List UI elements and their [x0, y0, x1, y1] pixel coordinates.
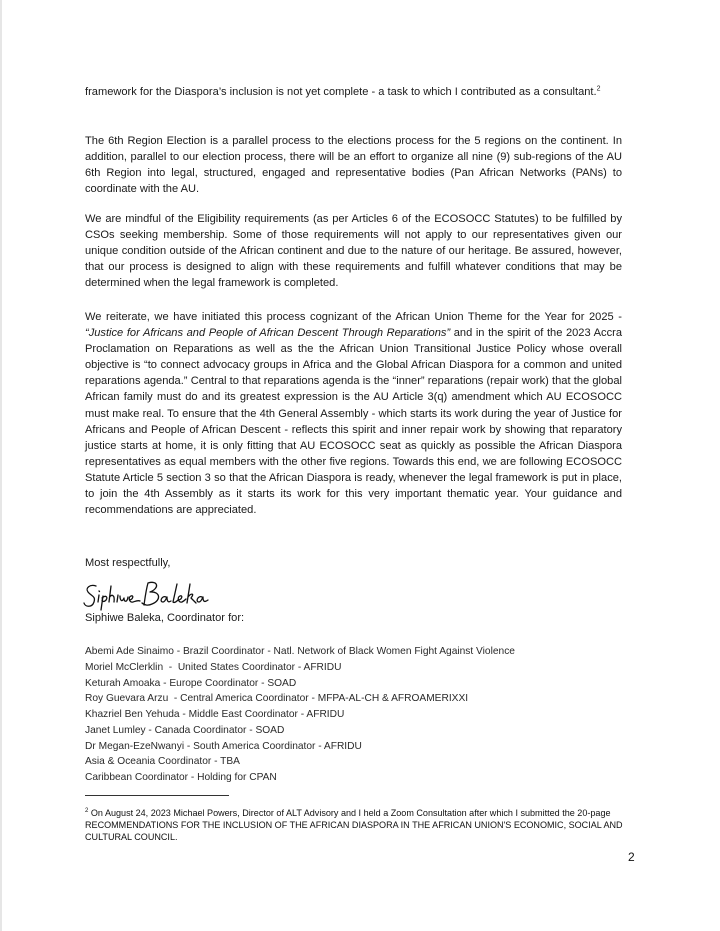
coordinator-list: [85, 644, 645, 786]
paragraph-eligibility: We are mindful of the Eligibility requirements (as per Articles 6 of the ECOSOCC Statutes) to be fulfilled by CSOs seeking membership. Some of those requirements will not apply to our representatives given our unique condition outside of the African continent and due to the nature of our heritage. Be assured, however, that our process is designed to align with these requirements and fulfill whatever conditions that may be determined when the legal framework is completed.: [85, 213, 622, 290]
list-item: Asia & Oceania Coordinator - TBA: [85, 756, 240, 768]
page-number: 2: [628, 850, 635, 864]
paragraph-reiterate-rest: and in the spirit of the 2023 Accra Proclamation on Reparations as well as the the African Union Transitional Justice Policy whose overall objective is “to connect advocacy groups in Africa and the Global African Diaspora for a common and united reparations agenda.” Central to that reparations agenda is the “inner” reparations (repair work) that the global African family must do and its greatest expression is the AU Article 3(q) amendment which AU ECOSOCC must make real. To ensure that the 4th General Assembly - which starts its work during the year of Justice for Africans and People of African Descent - reflects this spirit and inner repair work by showing that reparatory justice starts at home, it is only fitting that AU ECOSOCC seat as quickly as possible the African Diaspora representatives as equal members with the other five regions. Towards this end, we are following ECOSOCC Statute Article 5 section 3 so that the African Diaspora is ready, whenever the legal framework is put in place, to join the 4th Assembly as it starts its work for this very important thematic year. Your guidance and recommendations are appreciated.: [85, 327, 622, 517]
footnote-reference: 2: [596, 85, 601, 93]
footnote-text: On August 24, 2023 Michael Powers, Director of ALT Advisory and I held a Zoom Consultation after which I submitted the 20-page RECOMMENDATIONS FOR THE INCLUSION OF THE AFRICAN DIASPORA IN THE AFRICAN UNION'S ECONOMIC, SOCIAL AND CULTURAL COUNCIL.: [85, 808, 623, 843]
paragraph-reiterate-intro: We reiterate, we have initiated this process cognizant of the African Union Theme for the Year for 2025 -: [85, 311, 622, 323]
list-item: Dr Megan-EzeNwanyi - South America Coordinator - AFRIDU: [85, 740, 362, 752]
footnote: [85, 807, 625, 844]
list-item: Abemi Ade Sinaimo - Brazil Coordinator - Natl. Network of Black Women Fight Against Violence: [85, 646, 515, 657]
paragraph-reiterate: [85, 309, 622, 518]
page-edge: [0, 0, 2, 931]
paragraph-framework-text: framework for the Diaspora’s inclusion is not yet complete - a task to which I contributed as a consultant.: [85, 86, 597, 98]
closing-salutation: Most respectfully,: [85, 557, 171, 569]
signer-line: Siphiwe Baleka, Coordinator for:: [85, 612, 245, 624]
footnote-marker: 2: [85, 807, 89, 814]
list-item: Roy Guevara Arzu - Central America Coordinator - MFPA-AL-CH & AFROAMERIXXI: [85, 693, 469, 705]
list-item: Caribbean Coordinator - Holding for CPAN: [85, 772, 277, 783]
paragraph-election: The 6th Region Election is a parallel process to the elections process for the 5 regions on the continent. In addition, parallel to our election process, there will be an effort to organize all nine (9) sub-regions of the AU 6th Region into legal, structured, engaged and representative bodies (Pan African Networks (PANs) to coordinate with the AU.: [85, 135, 622, 196]
list-item: Moriel McClerklin - United States Coordinator - AFRIDU: [85, 661, 342, 673]
list-item: Janet Lumley - Canada Coordinator - SOAD: [85, 724, 285, 736]
paragraph-framework: [85, 84, 622, 100]
list-item: Keturah Amoaka - Europe Coordinator - SOAD: [85, 677, 297, 689]
list-item: Khazriel Ben Yehuda - Middle East Coordinator - AFRIDU: [85, 709, 345, 720]
footnote-separator: [85, 795, 229, 796]
handwritten-signature: [82, 578, 212, 612]
theme-title: “Justice for Africans and People of African Descent Through Reparations”: [85, 327, 451, 340]
